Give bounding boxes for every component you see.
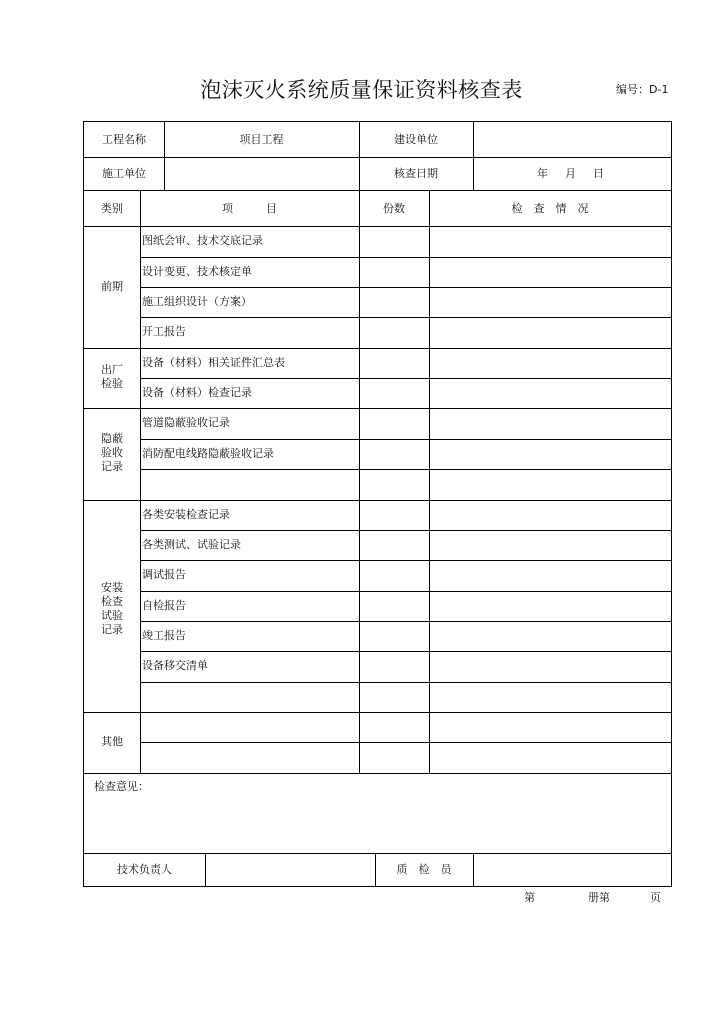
footer-page: 页 [650, 891, 661, 904]
column-header-copies: 份数 [383, 202, 405, 215]
row-divider [140, 591, 671, 592]
owner-label: 建设单位 [394, 133, 438, 146]
column-header-status: 检 查 情 况 [511, 202, 589, 215]
col-divider [359, 190, 360, 773]
row-divider [140, 317, 671, 318]
item-text: 自检报告 [142, 599, 186, 612]
row-divider [140, 378, 671, 379]
item-text: 各类测试、试验记录 [142, 538, 241, 551]
tech-lead-label: 技术负责人 [117, 863, 172, 876]
category-installation-test: 安装检查试验记录 [101, 581, 123, 636]
item-text: 消防配电线路隐蔽验收记录 [142, 447, 274, 460]
contractor-label: 施工单位 [102, 167, 146, 180]
row-divider [140, 469, 671, 470]
item-text: 设计变更、技术核定单 [142, 265, 252, 278]
item-text: 竣工报告 [142, 629, 186, 642]
row-divider [140, 621, 671, 622]
item-text: 设备（材料）相关证件汇总表 [142, 356, 285, 369]
row-divider [84, 500, 671, 501]
category-preliminary: 前期 [101, 280, 123, 293]
col-divider [473, 853, 474, 887]
document-code: 编号：D-1 [616, 83, 669, 96]
footer-volume: 第 [524, 891, 535, 904]
col-divider [205, 853, 206, 887]
category-factory-inspection: 出厂检验 [101, 363, 123, 390]
row-divider [84, 712, 671, 713]
item-text: 开工报告 [142, 325, 186, 338]
row-divider [140, 682, 671, 683]
row-divider [140, 651, 671, 652]
row-divider [84, 853, 671, 854]
item-text: 设备移交清单 [142, 659, 208, 672]
row-divider [140, 742, 671, 743]
category-concealed-acceptance: 隐蔽验收记录 [101, 432, 123, 473]
check-date-value[interactable]: 年 月 日 [537, 167, 607, 180]
row-divider [84, 157, 671, 158]
column-header-category: 类别 [101, 202, 123, 215]
inspection-opinion-label: 检查意见： [94, 780, 149, 793]
row-divider [140, 257, 671, 258]
check-form-table [83, 121, 672, 887]
row-divider [140, 439, 671, 440]
item-text: 图纸会审、技术交底记录 [142, 234, 263, 247]
item-text: 调试报告 [142, 568, 186, 581]
row-divider [84, 226, 671, 227]
col-divider [429, 190, 430, 773]
inspector-label: 质 检 员 [396, 863, 452, 876]
project-name-label: 工程名称 [102, 133, 146, 146]
item-text: 施工组织设计（方案） [142, 295, 252, 308]
item-text: 设备（材料）检查记录 [142, 386, 252, 399]
row-divider [140, 530, 671, 531]
item-text: 管道隐蔽验收记录 [142, 416, 230, 429]
col-divider [140, 190, 141, 773]
project-name-value[interactable]: 项目工程 [239, 133, 284, 146]
category-other: 其他 [101, 735, 123, 748]
row-divider [140, 560, 671, 561]
page-title: 泡沫灭火系统质量保证资料核查表 [200, 78, 523, 102]
row-divider [84, 348, 671, 349]
row-divider [140, 287, 671, 288]
column-header-item: 项 目 [222, 202, 277, 215]
row-divider [84, 190, 671, 191]
item-text: 各类安装检查记录 [142, 508, 230, 521]
row-divider [84, 408, 671, 409]
row-divider [84, 773, 671, 774]
footer-page-of: 册第 [588, 891, 610, 904]
check-date-label: 核查日期 [394, 167, 438, 180]
